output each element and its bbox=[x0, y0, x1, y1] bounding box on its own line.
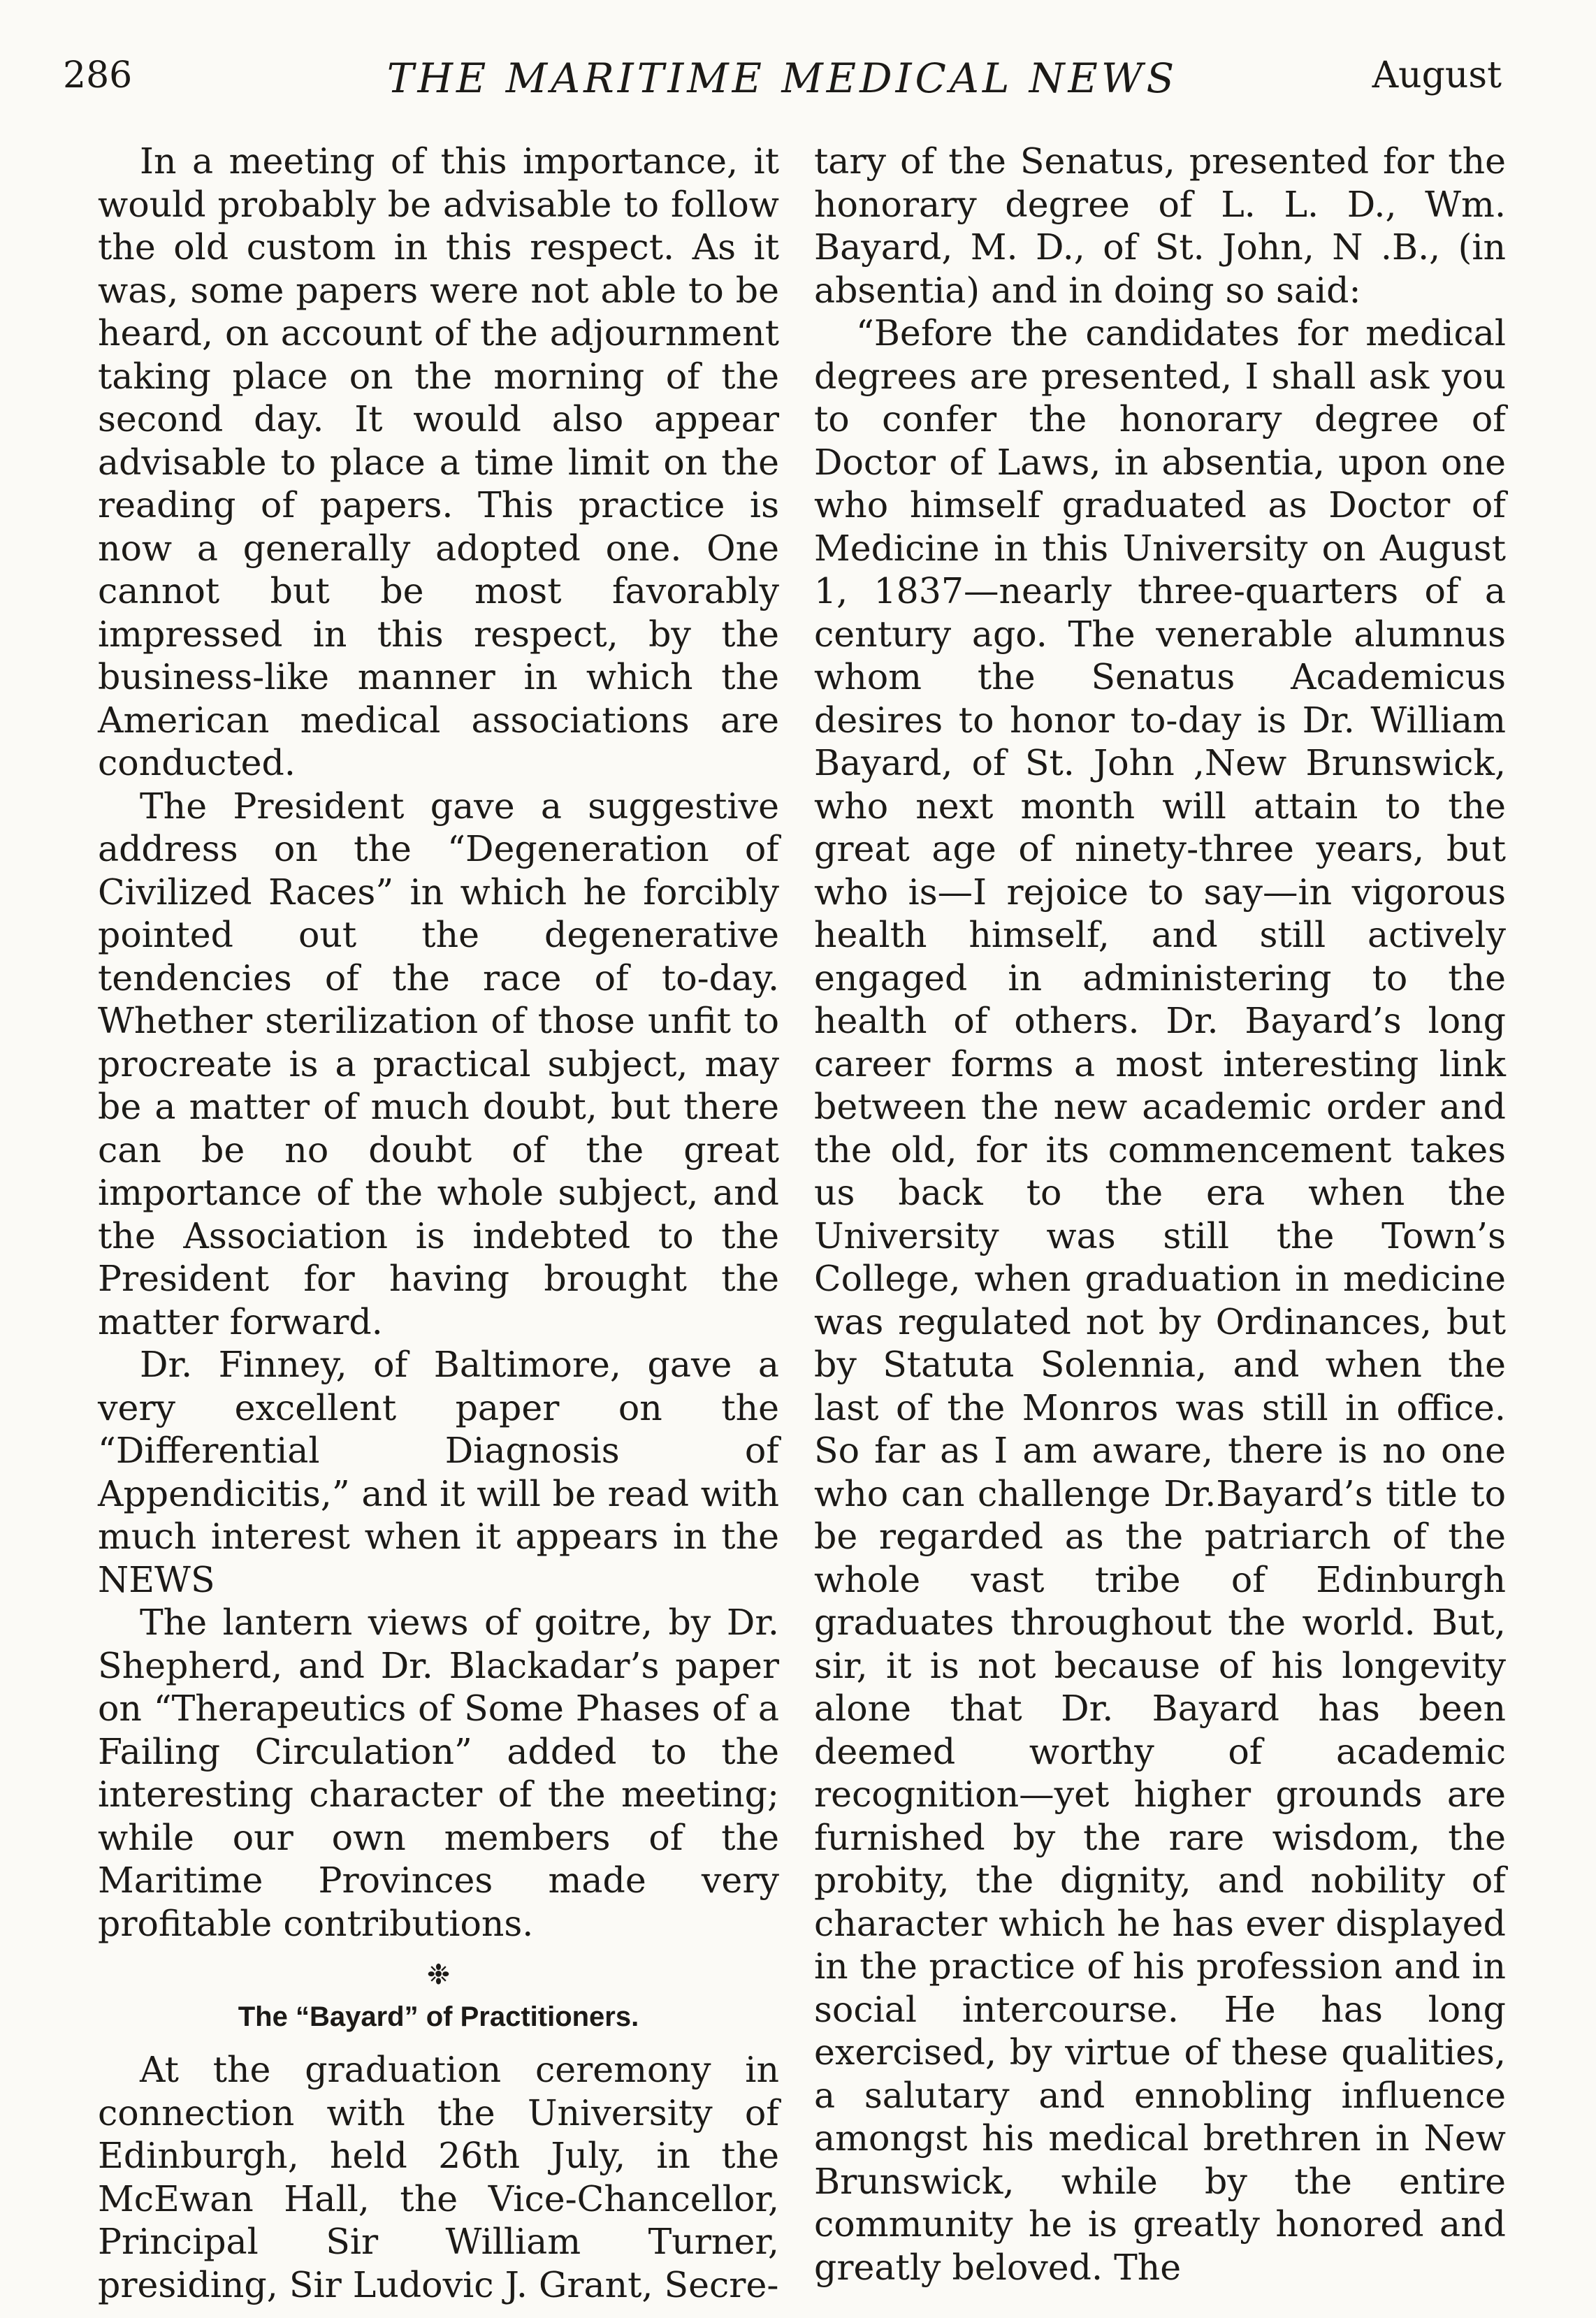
paragraph: The President gave a suggestive address on the “Degeneration of Civilized Races” in which he forcibly pointed out the degenerative tendencies of the race of to-day. Whether sterilization of those unfit to procreate is a practical subject, may be a matter of much doubt, but there can be no doubt of the great importance of the whole subject, and the Association is indebted to the President for having brought the matter forward. bbox=[98, 785, 779, 1342]
issue-month: August bbox=[1372, 55, 1502, 96]
paragraph: The lantern views of goitre, by Dr. Shepherd, and Dr. Blackadar’s paper on “Therapeutics of Some Phases of a Failing Circulation” added to the interesting character of the meeting; while our own members of the Maritime Provinces made very profitable contributions. bbox=[98, 1602, 779, 1944]
section-ornament-icon: ❉ bbox=[426, 1959, 451, 1991]
journal-title: THE MARITIME MEDICAL NEWS bbox=[386, 55, 1178, 102]
paragraph: Dr. Finney, of Baltimore, gave a very excellent paper on the “Differential Diagnosis of Appendicitis,” and it will be read with much interest when it appears in the NEWS bbox=[98, 1344, 779, 1600]
paragraph: tary of the Senatus, presented for the honorary degree of L. L. D., Wm. Bayard, M. D., of St. John, N .B., (in absentia) and in doing so said: bbox=[814, 140, 1506, 311]
paragraph: At the graduation ceremony in connection with the University of Edinburgh, held 26th July, in the McEwan Hall, the Vice-Chancellor, Principal Sir William Turner, presiding, Sir Ludovic J. Grant, Secre- bbox=[98, 2049, 779, 2305]
right-column bbox=[814, 140, 1506, 2289]
left-column bbox=[98, 140, 779, 2306]
paragraph: In a meeting of this importance, it would probably be advisable to follow the old custom in this respect. As it was, some papers were not able to be heard, on account of the adjournment taking place on the morning of the second day. It would also appear advisable to place a time limit on the reading of papers. This practice is now a generally adopted one. One cannot but be most favorably impressed in this respect, by the business-like manner in which the American medical associations are conducted. bbox=[98, 140, 779, 783]
section-heading: The “Bayard” of Practitioners. bbox=[238, 2001, 639, 2032]
page-header bbox=[63, 55, 1502, 110]
page-number: 286 bbox=[63, 55, 133, 96]
paragraph: “Before the candidates for medical degrees are presented, I shall ask you to confer the honorary degree of Doctor of Laws, in absentia, upon one who himself graduated as Doctor of Medicine in this University on August 1, 1837—nearly three-quarters of a century ago. The venerable alumnus whom the Senatus Academicus desires to honor to-day is Dr. William Bayard, of St. John ,New Brunswick, who next month will attain to the great age of ninety-three years, but who is—I rejoice to say—in vigorous health himself, and still actively engaged in administering to the health of others. Dr. Bayard’s long career forms a most interesting link between the new academic order and the old, for its commencement takes us back to the era when the University was still the Town’s College, when graduation in medicine was regulated not by Ordinances, but by Statuta Solennia, and when the last of the Monros was still in office. So far as I am aware, there is no one who can challenge Dr.Bayard’s title to be regarded as the patriarch of the whole vast tribe of Edinburgh graduates throughout the world. But, sir, it is not because of his longevity alone that Dr. Bayard has been deemed worthy of academic recognition—yet higher grounds are furnished by the rare wisdom, the probity, the dignity, and nobility of character which he has ever displayed in the practice of his profession and in social intercourse. He has long exercised, by virtue of these qualities, a salutary and ennobling influence amongst his medical brethren in New Brunswick, while by the entire community he is greatly honored and greatly beloved. The bbox=[814, 312, 1506, 2288]
